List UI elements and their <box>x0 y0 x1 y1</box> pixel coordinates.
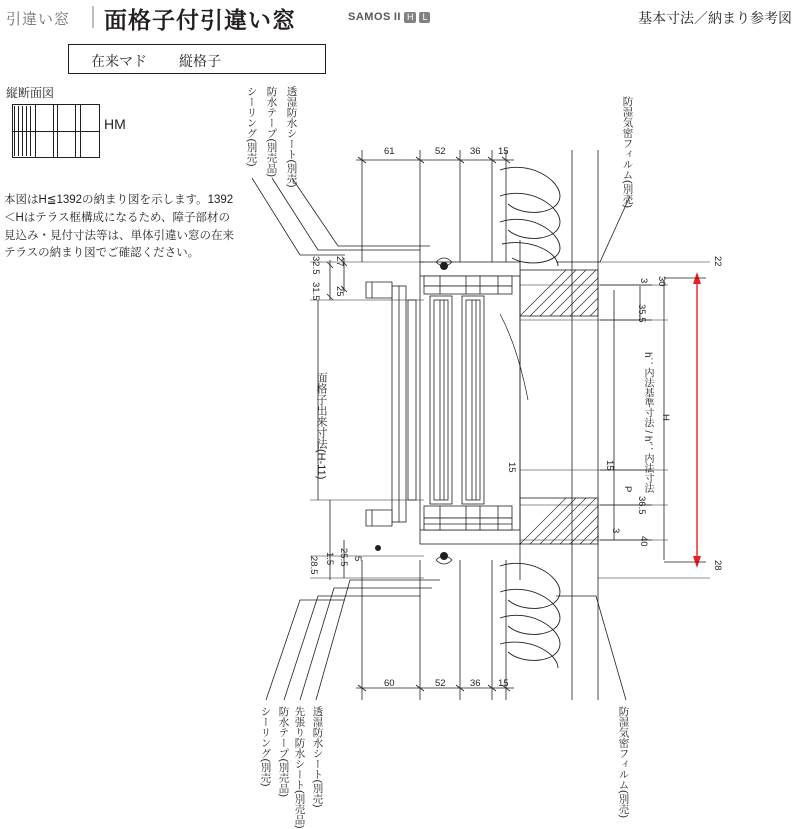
dim-left-25: 25 <box>334 286 345 297</box>
dim-left-27: 27 <box>334 256 345 267</box>
dim-top-36: 36 <box>470 146 481 157</box>
section-view-label: 縦断面図 <box>6 86 55 100</box>
dim-top-52: 52 <box>435 146 446 157</box>
callout-top-sealing: シーリング(別売) <box>245 86 258 167</box>
callout-top-breather-sheet: 透湿防水シート(別売) <box>285 86 298 188</box>
dim-bottom-60: 60 <box>384 678 395 689</box>
dim-top-15: 15 <box>498 146 509 157</box>
callout-bottom-pre-waterproof-sheet: 先張り防水シート(別売品) <box>293 706 306 829</box>
dim-right-40: 40 <box>638 536 649 547</box>
dim-mid-15: 15 <box>506 462 517 473</box>
dim-left-5: 5 <box>352 556 363 562</box>
dim-right-3-upper: 3 <box>638 278 649 284</box>
dim-grille-height-label: 面格子出来寸法(H-11) <box>315 372 327 480</box>
dim-right-30: 30 <box>656 276 667 287</box>
dim-right-22: 22 <box>712 256 723 267</box>
dim-left-25-5: 25.5 <box>338 548 349 567</box>
series-mark: II <box>393 11 401 23</box>
callout-bottom-sealing: シーリング(別売) <box>259 706 272 787</box>
dim-bottom-15: 15 <box>498 678 509 689</box>
dim-bottom-52: 52 <box>435 678 446 689</box>
subtitle-left: 在来マド <box>91 53 147 69</box>
callout-bottom-breather-sheet: 透湿防水シート(別売) <box>311 706 324 808</box>
dim-right-28: 28 <box>712 560 723 571</box>
series-name: SAMOS <box>348 11 391 23</box>
callout-top-vapour-film: 防湿気密フィルム(別売) <box>621 96 634 208</box>
series-chip-l: L <box>419 12 430 23</box>
left-note-text: 本図はH≦1392の納まり図を示します。1392＜Hはテラス框構成になるため、障子部材の見込み・見付寸法等は、単体引違い窓の在来テラスの納まり図でご確認ください。 <box>4 194 234 260</box>
dim-left-28-5: 28.5 <box>308 556 319 575</box>
dim-right-P: P <box>622 486 633 493</box>
dim-right-35-5: 35.5 <box>636 304 647 323</box>
dim-right-H: H <box>660 414 671 421</box>
header-right-title: 基本寸法／納まり参考図 <box>638 10 792 26</box>
page-title: 面格子付引違い窓 <box>104 7 296 33</box>
callout-top-waterproof-tape: 防水テープ(別売品) <box>265 86 278 177</box>
dim-bottom-36: 36 <box>470 678 481 689</box>
dim-right-15: 15 <box>604 460 615 471</box>
hm-label: HM <box>104 116 126 132</box>
callout-bottom-waterproof-tape: 防水テープ(別売品) <box>277 706 290 797</box>
dim-left-31-5: 31.5 <box>310 282 321 301</box>
dim-right-3-lower: 3 <box>610 528 621 534</box>
header-small-title: 引違い窓 <box>6 11 71 28</box>
callout-bottom-vapour-film: 防湿気密フィルム(別売) <box>617 706 630 818</box>
dim-left-32-5: 32.5 <box>310 256 321 275</box>
dim-top-61: 61 <box>384 146 395 157</box>
dim-right-clear-opening-label: h：内法基準寸法 / h'：内法寸法 <box>642 352 653 494</box>
series-chip-h: H <box>404 12 417 23</box>
dim-left-1-5: 1.5 <box>324 552 335 566</box>
subtitle-right: 縦格子 <box>179 53 221 69</box>
dim-right-36-5: 36.5 <box>636 496 647 515</box>
